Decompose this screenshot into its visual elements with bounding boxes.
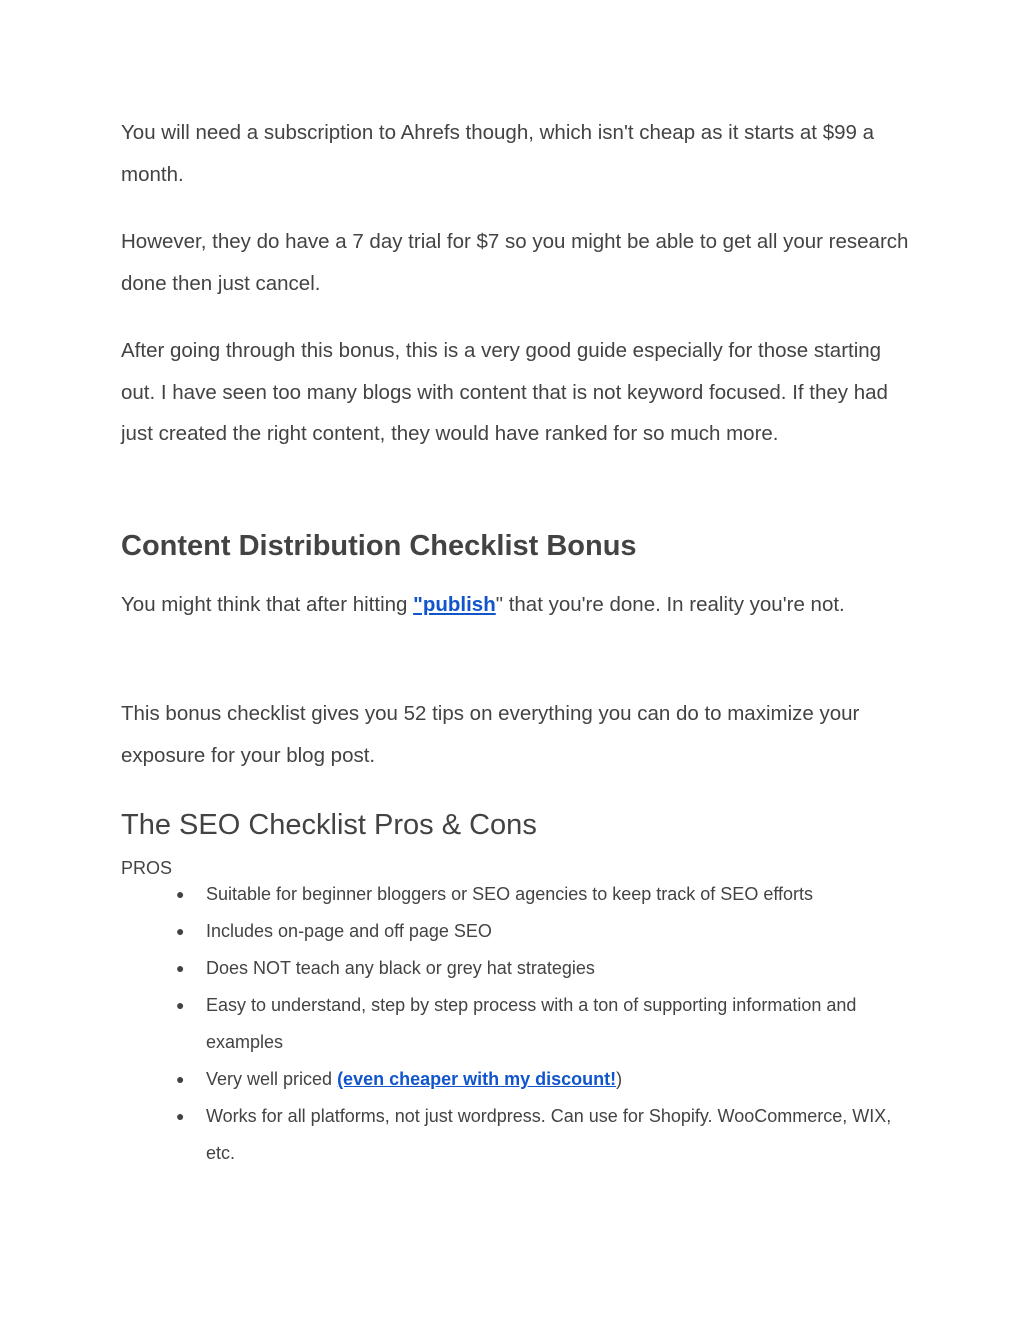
list-item-text: Includes on-page and off page SEO bbox=[206, 921, 492, 941]
bullet-icon: ● bbox=[176, 997, 185, 1013]
list-item bbox=[121, 1098, 911, 1172]
priced-text-before: Very well priced bbox=[206, 1069, 338, 1089]
paragraph-publish bbox=[121, 584, 911, 626]
paragraph-ahrefs-subscription: You will need a subscription to Ahrefs though, which isn't cheap as it starts at $99 a month. bbox=[121, 121, 874, 186]
paragraph-bonus-checklist: This bonus checklist gives you 52 tips on everything you can do to maximize your exposure for your blog post. bbox=[121, 702, 860, 767]
publish-text-before: You might think that after hitting bbox=[121, 593, 414, 616]
publish-link[interactable]: "publish bbox=[413, 593, 496, 616]
priced-text-after: ) bbox=[616, 1069, 623, 1089]
list-item-text: Easy to understand, step by step process with a ton of supporting information and examples bbox=[206, 995, 857, 1052]
list-item bbox=[121, 950, 911, 987]
heading-content-distribution: Content Distribution Checklist Bonus bbox=[121, 530, 637, 562]
bullet-icon: ● bbox=[176, 1071, 185, 1087]
bullet-icon: ● bbox=[176, 960, 185, 976]
paragraph-guide-opinion: After going through this bonus, this is a very good guide especially for those starting out. I have seen too many blogs with content that is not keyword focused. If they had just created the right content, they would have ranked for so much more. bbox=[121, 339, 888, 445]
bullet-icon: ● bbox=[176, 1108, 185, 1124]
publish-text-after: " that you're done. In reality you're not. bbox=[495, 593, 845, 616]
bullet-icon: ● bbox=[176, 886, 185, 902]
pros-label: PROS bbox=[121, 858, 173, 878]
list-item bbox=[121, 987, 911, 1061]
list-item-text: Does NOT teach any black or grey hat strategies bbox=[206, 958, 595, 978]
bullet-icon: ● bbox=[176, 923, 185, 939]
pros-list bbox=[121, 876, 911, 1172]
discount-link[interactable]: (even cheaper with my discount! bbox=[337, 1069, 617, 1089]
list-item-text: Works for all platforms, not just wordpress. Can use for Shopify. WooCommerce, WIX, etc. bbox=[206, 1106, 892, 1163]
list-item-text: Suitable for beginner bloggers or SEO agencies to keep track of SEO efforts bbox=[206, 884, 814, 904]
heading-pros-cons: The SEO Checklist Pros & Cons bbox=[121, 809, 537, 841]
list-item bbox=[121, 1061, 911, 1098]
paragraph-trial: However, they do have a 7 day trial for $7 so you might be able to get all your research done then just cancel. bbox=[121, 230, 909, 295]
list-item bbox=[121, 876, 911, 913]
list-item bbox=[121, 913, 911, 950]
